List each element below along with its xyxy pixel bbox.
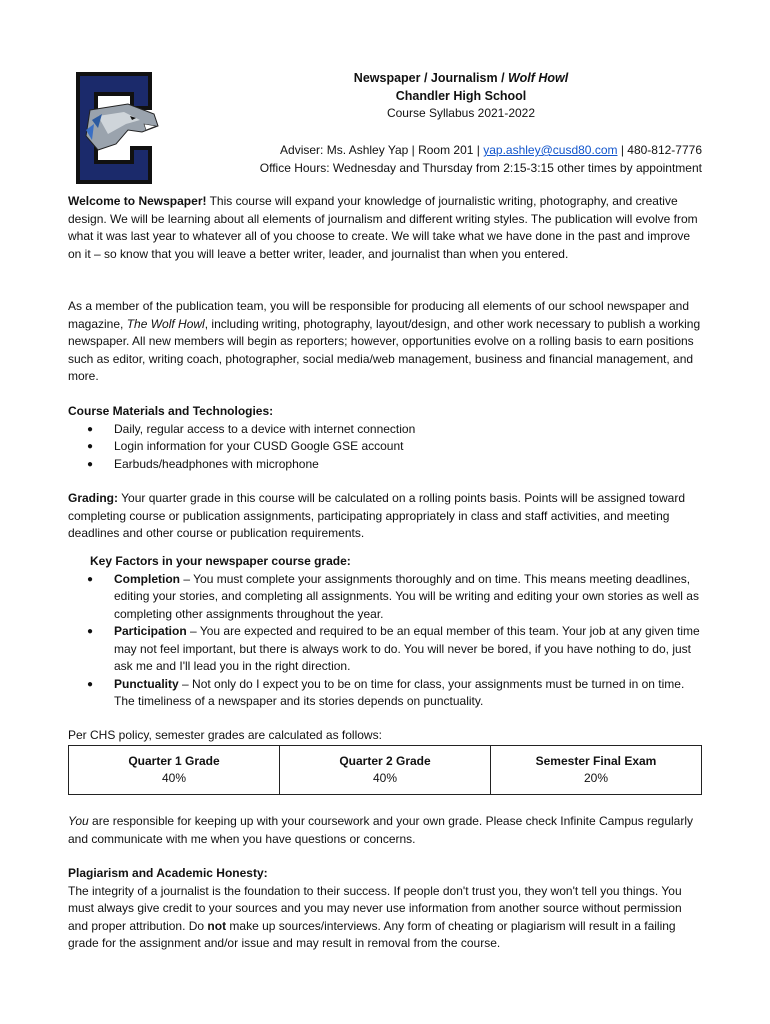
list-item: ● Daily, regular access to a device with internet connection [68, 421, 702, 439]
materials-section [68, 403, 702, 473]
materials-heading: Course Materials and Technologies: [68, 404, 274, 418]
grading-paragraph: Grading: Your quarter grade in this course will be calculated on a rolling points basis. Points will be assigned toward completing course or publication assignments, participating appropriately in class and staff activities, and meeting deadlines and other course or publication requirements. [68, 491, 685, 540]
list-item: ● Punctuality – Not only do I expect you to be on time for class, your assignments must be turned in on time. The timeliness of a newspaper and its stories depends on punctuality. [68, 676, 702, 711]
member-paragraph: As a member of the publication team, you will be responsible for producing all elements of our school newspaper and magazine, The Wolf Howl, including writing, photography, layout/design, and other work necessary to publish a working newspaper. All new members will begin as reporters; however, opportunities evolve on a rolling basis to earn positions such as editor, writing coach, photographer, social media/web management, business and financial management, and more. [68, 299, 701, 383]
table-cell: Semester Final Exam 20% [491, 746, 702, 795]
list-item: ● Completion – You must complete your assignments thoroughly and on time. This means meeting deadlines, editing your stories, and completing all assignments. You will be writing and editing your own stories as well as completing other assignments throughout the year. [68, 571, 702, 624]
grade-weight-table [68, 745, 702, 795]
key-factors-section [68, 553, 702, 711]
table-cell: Quarter 1 Grade 40% [69, 746, 280, 795]
office-hours: Office Hours: Wednesday and Thursday from 2:15-3:15 other times by appointment [259, 160, 702, 175]
chandler-wolf-logo [68, 70, 160, 186]
syllabus-year: Course Syllabus 2021-2022 [386, 106, 536, 120]
adviser-email-link[interactable]: yap.ashley@cusd80.com [483, 143, 618, 157]
plagiarism-paragraph: The integrity of a journalist is the foundation to their success. If people don't trust you, they won't tell you things. You must always give credit to your sources and you may never use information from another source without permission and proper attribution. Do not make up sources/interviews. Any form of cheating or plagiarism will result in a failing grade for the assignment and/or issue and may result in removal from the course. [68, 883, 682, 950]
welcome-paragraph: Welcome to Newspaper! This course will expand your knowledge of journalistic writing, photography, and creative design. We will be learning about all elements of journalism and different writing styles. The publication will evolve from what it was last year to whatever all of you choose to create. We will take what we have done in the past and improve on it – so know that you will leave a better writer, leader, and journalist than when you entered. [68, 194, 698, 261]
school-name: Chandler High School [395, 88, 527, 103]
document-header [220, 70, 702, 123]
table-cell: Quarter 2 Grade 40% [280, 746, 491, 795]
list-item: ● Participation – You are expected and required to be an equal member of this team. Your job at any given time may not feel important, but there is always work to do. You will never be bored, if you have nothing to do, just ask me and I'll lead you in the right direction. [68, 623, 702, 676]
list-item: ● Earbuds/headphones with microphone [68, 456, 702, 474]
key-factors-heading: Key Factors in your newspaper course grade: [90, 554, 351, 568]
policy-text: Per CHS policy, semester grades are calculated as follows: [68, 728, 382, 742]
course-title: Newspaper / Journalism / Wolf Howl [353, 71, 569, 85]
list-item: ● Login information for your CUSD Google GSE account [68, 438, 702, 456]
responsibility-paragraph: You are responsible for keeping up with your coursework and your own grade. Please check Infinite Campus regularly and communicate with me when you have questions or concerns. [68, 814, 694, 846]
plagiarism-heading: Plagiarism and Academic Honesty: [68, 866, 268, 880]
adviser-info: Adviser: Ms. Ashley Yap | Room 201 | yap.ashley@cusd80.com | 480-812-7776 Office Hours: Wednesday and Thursday from 2:15-3:15 other times by appointment [260, 142, 702, 177]
plagiarism-section [68, 865, 702, 953]
